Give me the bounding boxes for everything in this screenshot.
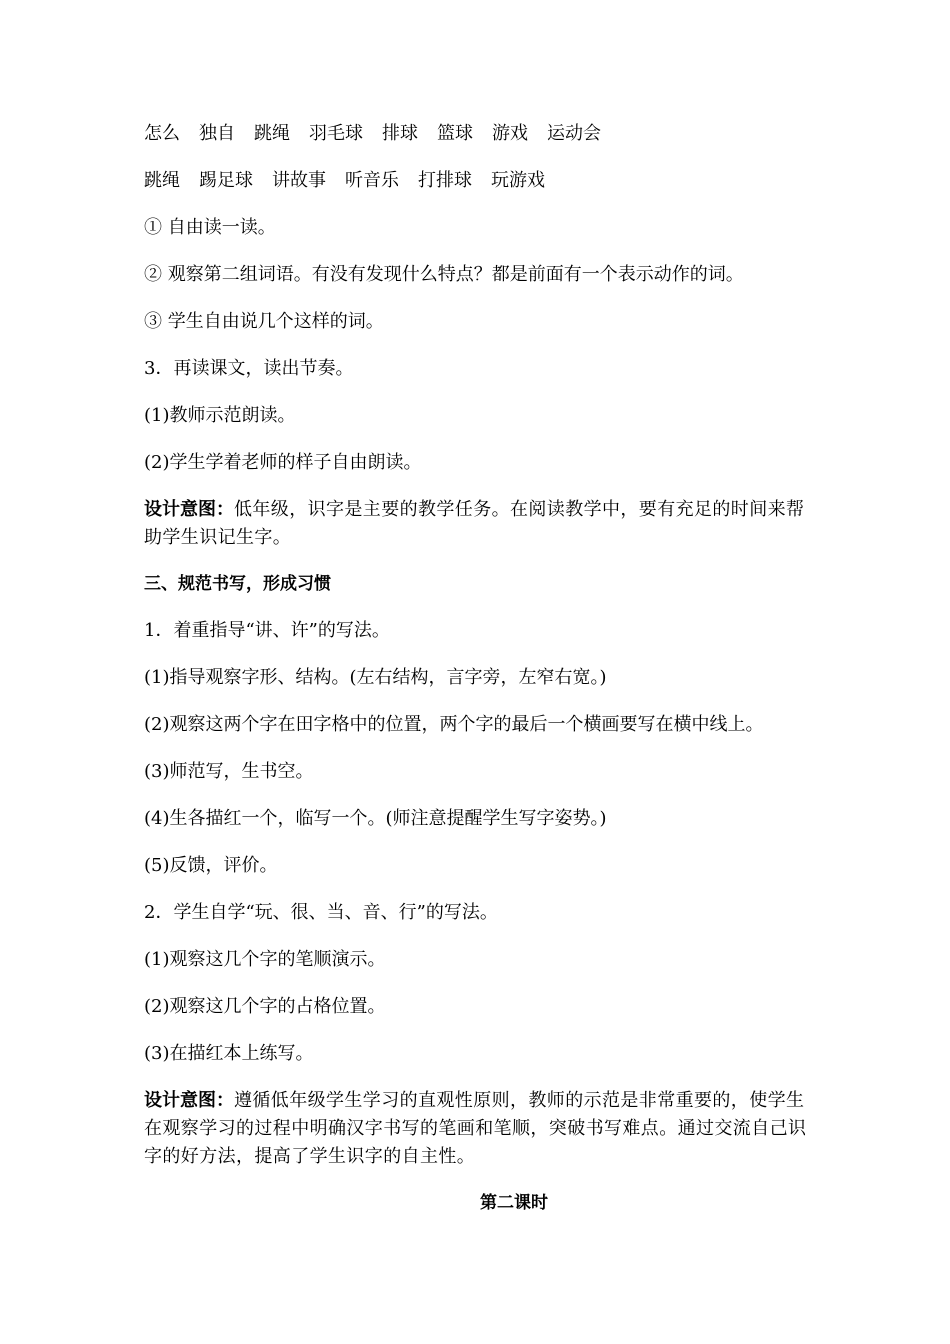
document-page xyxy=(144,120,812,1217)
paragraph-line: ① 自由读一读。 xyxy=(144,217,276,238)
design-intent-text: 低年级，识字是主要的教学任务。在阅读教学中，要有充足的时间来帮助学生识记生字。 xyxy=(144,499,805,548)
word: 玩游戏 xyxy=(491,170,545,191)
word: 跳绳 xyxy=(254,123,290,144)
paragraph-line: (2)观察这两个字在田字格中的位置，两个字的最后一个横画要写在横中线上。 xyxy=(144,714,764,735)
design-intent-label: 设计意图： xyxy=(144,1090,234,1111)
word: 羽毛球 xyxy=(309,123,363,144)
design-intent-label: 设计意图： xyxy=(144,499,234,520)
paragraph-line: 2．学生自学“玩、很、当、音、行”的写法。 xyxy=(144,902,498,923)
design-intent-note-1 xyxy=(144,496,812,552)
word: 讲故事 xyxy=(272,170,326,191)
word: 游戏 xyxy=(492,123,528,144)
paragraph-line: ③ 学生自由说几个这样的词。 xyxy=(144,311,384,332)
section-heading: 三、规范书写，形成习惯 xyxy=(144,574,331,594)
word-group-2 xyxy=(144,167,812,195)
paragraph-line: (3)师范写，生书空。 xyxy=(144,761,314,782)
paragraph-line: (1)教师示范朗读。 xyxy=(144,405,296,426)
word: 运动会 xyxy=(547,123,601,144)
paragraph-line: (1)观察这几个字的笔顺演示。 xyxy=(144,949,386,970)
paragraph-line: (3)在描红本上练写。 xyxy=(144,1043,314,1064)
word: 打排球 xyxy=(418,170,472,191)
lesson-title: 第二课时 xyxy=(480,1193,548,1213)
paragraph-line: (2)学生学着老师的样子自由朗读。 xyxy=(144,452,422,473)
word: 独自 xyxy=(199,123,235,144)
paragraph-line: 3．再读课文，读出节奏。 xyxy=(144,358,354,379)
word: 听音乐 xyxy=(345,170,399,191)
word: 跳绳 xyxy=(144,170,180,191)
design-intent-note-2 xyxy=(144,1087,812,1171)
design-intent-text: 遵循低年级学生学习的直观性原则，教师的示范是非常重要的，使学生在观察学习的过程中明确汉字书写的笔画和笔顺，突破书写难点。通过交流自己识字的好方法，提高了学生识字的自主性。 xyxy=(144,1090,807,1167)
word: 踢足球 xyxy=(199,170,253,191)
word: 怎么 xyxy=(144,123,180,144)
paragraph-line: ② 观察第二组词语。有没有发现什么特点？都是前面有一个表示动作的词。 xyxy=(144,264,744,285)
word: 排球 xyxy=(382,123,418,144)
paragraph-line: (4)生各描红一个，临写一个。(师注意提醒学生写字姿势。) xyxy=(144,808,607,829)
paragraph-line: (5)反馈，评价。 xyxy=(144,855,278,876)
paragraph-line: (2)观察这几个字的占格位置。 xyxy=(144,996,386,1017)
word: 篮球 xyxy=(437,123,473,144)
paragraph-line: 1．着重指导“讲、许”的写法。 xyxy=(144,620,390,641)
paragraph-line: (1)指导观察字形、结构。(左右结构，言字旁，左窄右宽。) xyxy=(144,667,607,688)
word-group-1 xyxy=(144,120,812,148)
